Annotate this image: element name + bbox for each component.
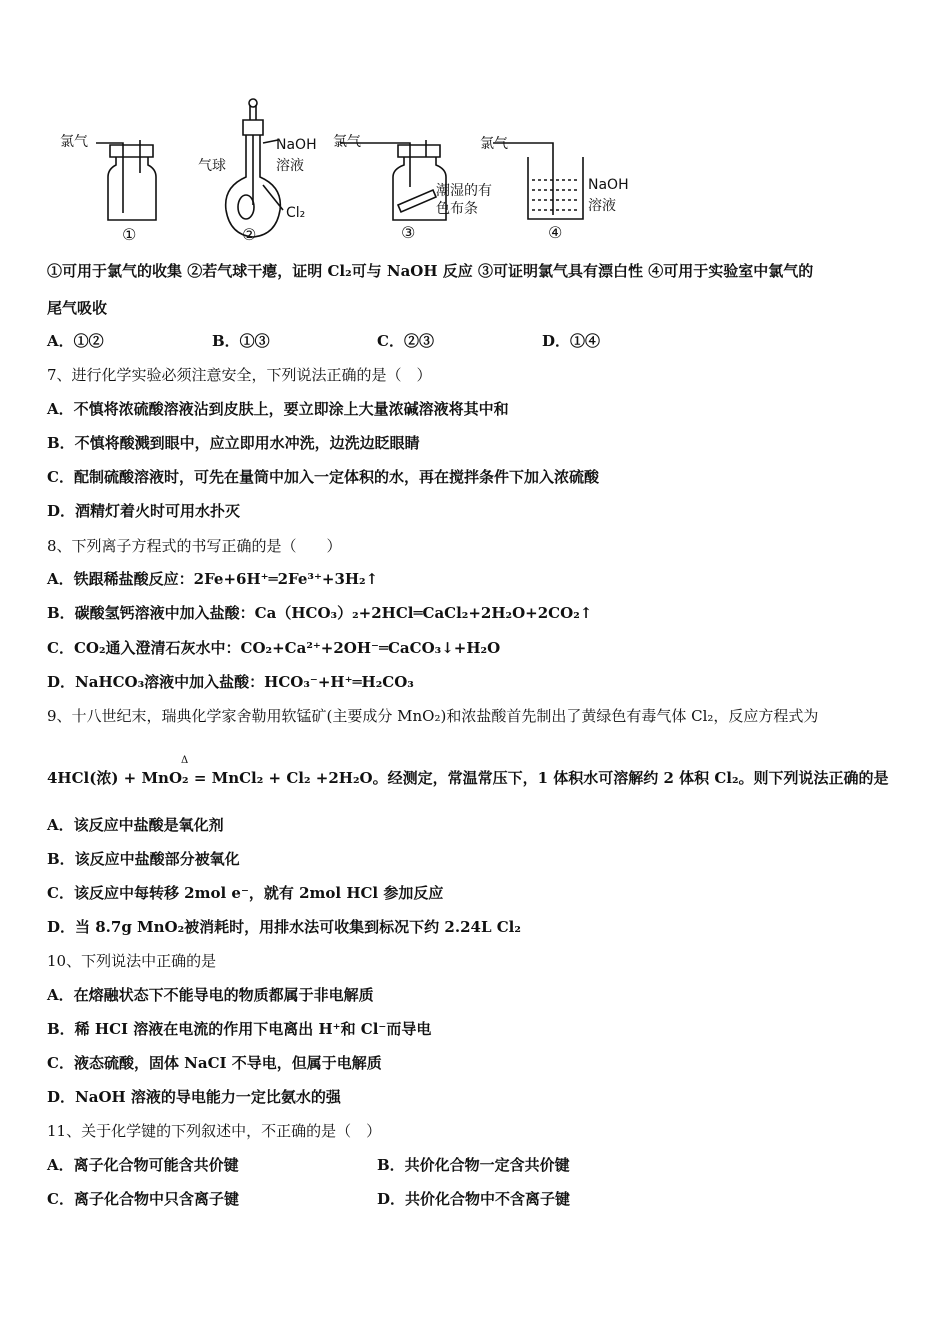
q9-heat-mark: Δ: [181, 755, 189, 766]
q10-option-c[interactable]: C．液态硫酸，固体 NaCI 不导电，但属于电解质: [47, 1054, 382, 1072]
q6-statement-line2: 尾气吸收: [47, 299, 108, 317]
q10-stem: 10、下列说法中正确的是: [47, 952, 217, 970]
q9-option-a[interactable]: A．该反应中盐酸是氧化剂: [47, 816, 224, 834]
q9-option-d[interactable]: D．当 8.7g MnO₂被消耗时，用排水法可收集到标况下约 2.24L Cl₂: [47, 918, 521, 936]
q8-option-a[interactable]: A．铁跟稀盐酸反应：2Fe+6H⁺═2Fe³⁺+3H₂↑: [47, 570, 379, 588]
q9-option-b[interactable]: B．该反应中盐酸部分被氧化: [47, 850, 240, 868]
number-3: ③: [401, 223, 416, 242]
q7-option-d[interactable]: D．酒精灯着火时可用水扑灭: [47, 502, 241, 520]
q11-option-d[interactable]: D．共价化合物中不含离子键: [377, 1190, 571, 1208]
label-chlorine-1: 氯气: [60, 134, 88, 150]
q7-option-a[interactable]: A．不慎将浓硫酸溶液沾到皮肤上，要立即涂上大量浓碱溶液将其中和: [47, 400, 509, 418]
q7-option-b[interactable]: B．不慎将酸溅到眼中，应立即用水冲洗，边洗边眨眼睛: [47, 434, 420, 452]
number-1: ①: [122, 225, 137, 244]
number-2: ②: [242, 225, 257, 244]
label-naoh-4: NaOH: [588, 177, 629, 193]
q11-option-a[interactable]: A．离子化合物可能含共价键: [47, 1156, 239, 1174]
q8-option-b[interactable]: B．碳酸氢钙溶液中加入盐酸：Ca（HCO₃）₂+2HCl═CaCl₂+2H₂O+2CO₂↑: [47, 604, 593, 622]
q11-option-c[interactable]: C．离子化合物中只含离子键: [47, 1190, 239, 1208]
q6-statement-line1: ①可用于氯气的收集 ②若气球干瘪，证明 Cl₂可与 NaOH 反应 ③可证明氯气具有漂白性 ④可用于实验室中氯气的: [47, 262, 814, 280]
label-chlorine-4: 氯气: [480, 136, 508, 152]
q9-stem-line2: 4HCl(浓) + MnO₂ = MnCl₂ + Cl₂ +2H₂O。经测定，常温常压下，1 体积水可溶解约 2 体积 Cl₂。则下列说法正确的是: [47, 769, 889, 787]
label-naoh-4-line2: 溶液: [588, 198, 616, 214]
q10-option-d[interactable]: D．NaOH 溶液的导电能力一定比氨水的强: [47, 1088, 341, 1106]
q8-stem: 8、下列离子方程式的书写正确的是（ ）: [47, 537, 342, 555]
label-balloon: 气球: [198, 158, 226, 174]
q11-option-b[interactable]: B．共价化合物一定含共价键: [377, 1156, 570, 1174]
q6-option-d[interactable]: D．①④: [542, 332, 601, 350]
q8-option-c[interactable]: C．CO₂通入澄清石灰水中：CO₂+Ca²⁺+2OH⁻═CaCO₃↓+H₂O: [47, 639, 501, 657]
q6-option-b[interactable]: B．①③: [212, 332, 270, 350]
number-4: ④: [548, 223, 563, 242]
label-chlorine-3: 氯气: [333, 134, 361, 150]
q11-stem: 11、关于化学键的下列叙述中，不正确的是（ ）: [47, 1122, 382, 1140]
q6-options: [47, 331, 600, 351]
q7-option-c[interactable]: C．配制硫酸溶液时，可先在量筒中加入一定体积的水，再在搅拌条件下加入浓硫酸: [47, 468, 599, 486]
apparatus-figure: [48, 95, 668, 250]
apparatus-drawing: [48, 95, 668, 250]
q11-options-row2: [47, 1189, 570, 1209]
q10-option-b[interactable]: B．稀 HCI 溶液在电流的作用下电离出 H⁺和 Cl⁻而导电: [47, 1020, 432, 1038]
q8-option-d[interactable]: D．NaHCO₃溶液中加入盐酸：HCO₃⁻+H⁺═H₂CO₃: [47, 673, 414, 691]
label-naoh-1: NaOH: [276, 137, 317, 153]
q9-option-c[interactable]: C．该反应中每转移 2mol e⁻，就有 2mol HCl 参加反应: [47, 884, 444, 902]
q6-option-c[interactable]: C．②③: [377, 332, 434, 350]
q9-stem-line1: 9、十八世纪末，瑞典化学家舍勒用软锰矿(主要成分 MnO₂)和浓盐酸首先制出了黄绿色有毒气体 Cl₂，反应方程式为: [47, 707, 819, 725]
label-naoh-1-line2: 溶液: [276, 158, 304, 174]
q7-stem: 7、进行化学实验必须注意安全，下列说法正确的是（ ）: [47, 366, 432, 384]
label-wet-cloth-line1: 潮湿的有: [436, 183, 492, 199]
q10-option-a[interactable]: A．在熔融状态下不能导电的物质都属于非电解质: [47, 986, 374, 1004]
q11-options-row1: [47, 1155, 570, 1175]
q6-option-a[interactable]: A．①②: [47, 332, 104, 350]
label-cl2: Cl₂: [286, 205, 306, 221]
label-wet-cloth-line2: 色布条: [436, 201, 478, 217]
